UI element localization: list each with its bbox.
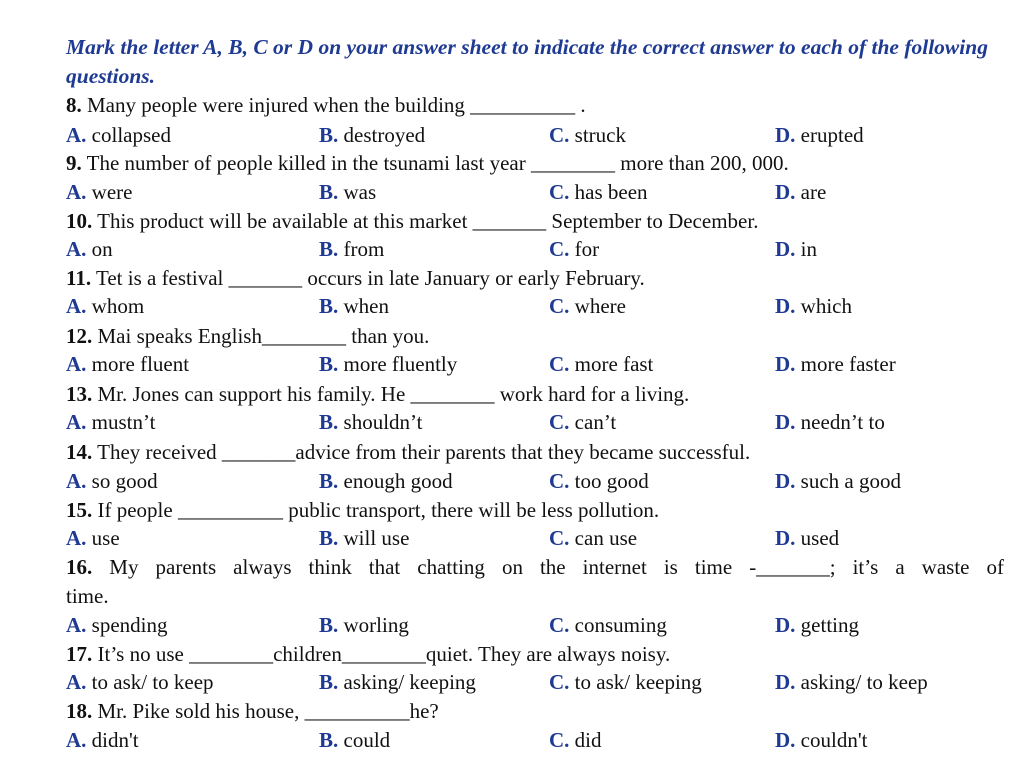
question-text: Mr. Jones can support his family. He ________ work hard for a living.	[97, 382, 690, 406]
option-text: too good	[574, 469, 649, 493]
question-16-continuation: time.	[66, 584, 109, 608]
option-d[interactable]	[775, 121, 864, 150]
option-letter: A.	[66, 670, 87, 694]
option-text: such a good	[800, 469, 901, 493]
option-text: for	[574, 237, 600, 261]
option-text: where	[574, 294, 626, 318]
question-number: 18.	[66, 699, 93, 723]
option-text: more fluent	[91, 352, 190, 376]
option-d[interactable]	[775, 611, 859, 640]
question-14	[66, 438, 966, 467]
option-b[interactable]	[319, 408, 422, 437]
options-9	[66, 178, 996, 207]
option-letter: B.	[319, 123, 339, 147]
option-text: so good	[91, 469, 158, 493]
option-letter: B.	[319, 670, 339, 694]
option-text: whom	[91, 294, 145, 318]
option-text: struck	[574, 123, 626, 147]
options-18	[66, 726, 996, 755]
option-text: did	[574, 728, 602, 752]
option-letter: A.	[66, 352, 87, 376]
option-letter: D.	[775, 670, 796, 694]
option-a[interactable]	[66, 467, 158, 496]
option-b[interactable]	[319, 350, 457, 379]
option-text: couldn't	[800, 728, 868, 752]
question-9	[66, 149, 966, 178]
question-text: Mr. Pike sold his house, __________he?	[97, 699, 439, 723]
question-text: Many people were injured when the building __________ .	[87, 93, 586, 117]
option-letter: A.	[66, 237, 87, 261]
option-letter: D.	[775, 469, 796, 493]
option-a[interactable]	[66, 524, 120, 553]
option-b[interactable]	[319, 292, 389, 321]
question-number: 9.	[66, 151, 82, 175]
option-a[interactable]	[66, 178, 132, 207]
option-b[interactable]	[319, 178, 376, 207]
option-b[interactable]	[319, 611, 409, 640]
options-16	[66, 611, 996, 640]
option-b[interactable]	[319, 668, 476, 697]
question-13	[66, 380, 966, 409]
option-letter: B.	[319, 237, 339, 261]
option-letter: A.	[66, 469, 87, 493]
option-letter: D.	[775, 294, 796, 318]
question-text: If people __________ public transport, there will be less pollution.	[97, 498, 660, 522]
option-letter: A.	[66, 613, 87, 637]
option-letter: D.	[775, 410, 796, 434]
option-text: from	[343, 237, 385, 261]
option-a[interactable]	[66, 292, 144, 321]
option-c[interactable]	[549, 467, 649, 496]
question-16	[66, 553, 1004, 582]
question-number: 11.	[66, 266, 92, 290]
option-letter: A.	[66, 410, 87, 434]
options-13	[66, 408, 996, 437]
option-letter: D.	[775, 123, 796, 147]
option-text: needn’t to	[800, 410, 885, 434]
option-a[interactable]	[66, 408, 155, 437]
option-letter: B.	[319, 294, 339, 318]
option-letter: B.	[319, 526, 339, 550]
option-a[interactable]	[66, 121, 171, 150]
question-18	[66, 697, 966, 726]
question-17	[66, 640, 966, 669]
option-text: in	[800, 237, 818, 261]
option-text: shouldn’t	[343, 410, 423, 434]
options-10	[66, 235, 996, 264]
option-text: didn't	[91, 728, 139, 752]
question-number: 8.	[66, 93, 82, 117]
option-text: asking/ to keep	[800, 670, 928, 694]
question-8	[66, 91, 966, 120]
option-c[interactable]	[549, 235, 599, 264]
option-text: when	[343, 294, 390, 318]
question-15	[66, 496, 966, 525]
option-text: mustn’t	[91, 410, 156, 434]
option-text: destroyed	[343, 123, 426, 147]
option-d[interactable]	[775, 292, 852, 321]
option-d[interactable]	[775, 235, 817, 264]
option-letter: A.	[66, 526, 87, 550]
question-number: 14.	[66, 440, 93, 464]
option-letter: C.	[549, 180, 570, 204]
options-8	[66, 121, 996, 150]
option-letter: D.	[775, 728, 796, 752]
option-text: spending	[91, 613, 168, 637]
option-text: more fluently	[343, 352, 458, 376]
option-c[interactable]	[549, 726, 602, 755]
option-text: can’t	[574, 410, 617, 434]
option-letter: B.	[319, 180, 339, 204]
options-14	[66, 467, 996, 496]
option-letter: C.	[549, 670, 570, 694]
question-11	[66, 264, 966, 293]
option-letter: A.	[66, 180, 87, 204]
option-letter: A.	[66, 728, 87, 752]
option-text: could	[343, 728, 391, 752]
question-12	[66, 322, 966, 351]
question-number: 17.	[66, 642, 93, 666]
question-10	[66, 207, 966, 236]
option-text: on	[91, 237, 113, 261]
option-text: are	[800, 180, 827, 204]
option-text: getting	[800, 613, 859, 637]
option-text: use	[91, 526, 120, 550]
option-letter: D.	[775, 526, 796, 550]
option-letter: D.	[775, 613, 796, 637]
options-15	[66, 524, 996, 553]
option-letter: C.	[549, 352, 570, 376]
option-text: has been	[574, 180, 648, 204]
option-a[interactable]	[66, 235, 113, 264]
question-text: Mai speaks English________ than you.	[97, 324, 430, 348]
option-a[interactable]	[66, 350, 189, 379]
option-d[interactable]	[775, 726, 867, 755]
option-letter: B.	[319, 352, 339, 376]
question-text: They received _______advice from their parents that they became successful.	[97, 440, 751, 464]
option-c[interactable]	[549, 611, 667, 640]
question-number: 13.	[66, 382, 93, 406]
option-c[interactable]	[549, 668, 702, 697]
options-12	[66, 350, 996, 379]
options-17	[66, 668, 996, 697]
option-c[interactable]	[549, 292, 626, 321]
option-letter: C.	[549, 294, 570, 318]
question-number: 12.	[66, 324, 93, 348]
option-text: was	[343, 180, 377, 204]
question-number: 16.	[66, 555, 93, 579]
option-a[interactable]	[66, 611, 168, 640]
option-a[interactable]	[66, 668, 214, 697]
instructions: Mark the letter A, B, C or D on your answer sheet to indicate the correct answer to each of the following questions.	[66, 35, 988, 88]
options-11	[66, 292, 996, 321]
option-text: asking/ keeping	[343, 670, 476, 694]
option-letter: A.	[66, 294, 87, 318]
option-b[interactable]	[319, 235, 384, 264]
question-number: 10.	[66, 209, 93, 233]
option-letter: D.	[775, 352, 796, 376]
option-a[interactable]	[66, 726, 139, 755]
option-letter: C.	[549, 728, 570, 752]
option-text: more faster	[800, 352, 896, 376]
option-letter: B.	[319, 410, 339, 434]
option-d[interactable]	[775, 408, 885, 437]
option-d[interactable]	[775, 524, 839, 553]
option-d[interactable]	[775, 178, 826, 207]
option-text: more fast	[574, 352, 654, 376]
option-letter: A.	[66, 123, 87, 147]
option-c[interactable]	[549, 408, 616, 437]
question-number: 15.	[66, 498, 93, 522]
option-b[interactable]	[319, 524, 409, 553]
option-text: collapsed	[91, 123, 171, 147]
option-c[interactable]	[549, 121, 626, 150]
option-b[interactable]	[319, 467, 453, 496]
option-text: which	[800, 294, 852, 318]
option-text: to ask/ to keep	[91, 670, 214, 694]
option-c[interactable]	[549, 350, 653, 379]
question-text: Tet is a festival _______ occurs in late January or early February.	[95, 266, 645, 290]
option-text: were	[91, 180, 133, 204]
option-text: will use	[343, 526, 410, 550]
question-text: This product will be available at this market _______ September to December.	[97, 209, 759, 233]
option-c[interactable]	[549, 178, 648, 207]
option-letter: B.	[319, 728, 339, 752]
option-b[interactable]	[319, 121, 425, 150]
option-letter: C.	[549, 469, 570, 493]
question-text: My parents always think that chatting on the internet is time -_______; it’s a waste of	[109, 555, 1005, 579]
option-text: can use	[574, 526, 638, 550]
option-text: worling	[343, 613, 409, 637]
option-letter: D.	[775, 180, 796, 204]
option-d[interactable]	[775, 668, 928, 697]
option-letter: C.	[549, 123, 570, 147]
option-d[interactable]	[775, 350, 896, 379]
option-text: to ask/ keeping	[574, 670, 702, 694]
option-d[interactable]	[775, 467, 901, 496]
option-letter: B.	[319, 469, 339, 493]
option-c[interactable]	[549, 524, 637, 553]
option-letter: C.	[549, 526, 570, 550]
option-letter: B.	[319, 613, 339, 637]
option-letter: C.	[549, 613, 570, 637]
option-letter: D.	[775, 237, 796, 261]
option-text: enough good	[343, 469, 453, 493]
option-text: erupted	[800, 123, 864, 147]
option-text: used	[800, 526, 840, 550]
option-letter: C.	[549, 237, 570, 261]
option-text: consuming	[574, 613, 667, 637]
option-letter: C.	[549, 410, 570, 434]
question-text: It’s no use ________children________quiet. They are always noisy.	[97, 642, 671, 666]
question-text: The number of people killed in the tsunami last year ________ more than 200, 000.	[86, 151, 789, 175]
option-b[interactable]	[319, 726, 390, 755]
